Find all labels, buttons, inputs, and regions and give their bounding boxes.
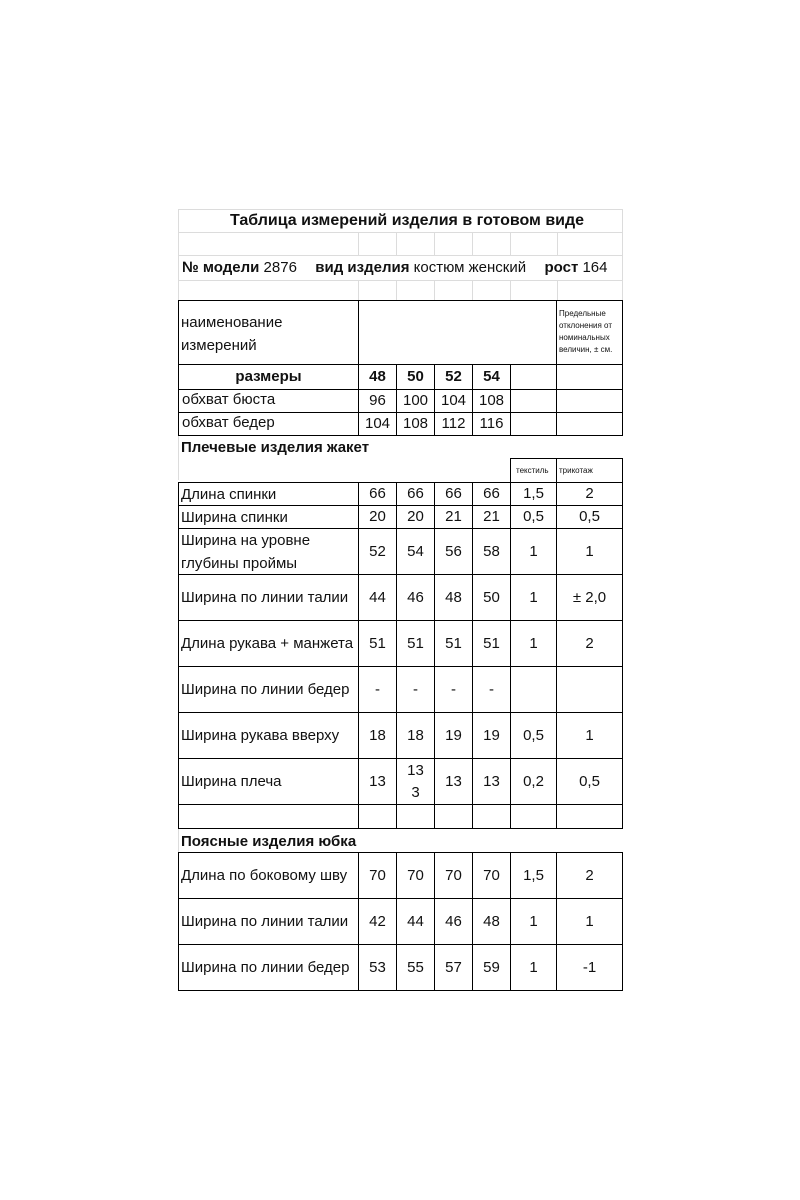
hip-width-tolerance-knit [557, 667, 622, 712]
gridline [178, 436, 179, 458]
model-value: 2876 [263, 259, 297, 276]
gridline [557, 232, 558, 255]
table-border [178, 482, 179, 829]
gridline [434, 232, 435, 255]
back-width-52: 21 [445, 508, 462, 525]
back-length-label: Длина спинки [181, 485, 277, 503]
shoulder-width-54: 13 [483, 772, 500, 790]
bust-54: 108 [478, 392, 505, 409]
skirt-section-title: Поясные изделия юбка [181, 833, 357, 850]
sleeve-length-54: 51 [483, 634, 500, 652]
bust-52: 104 [440, 392, 467, 409]
back-length-52: 66 [445, 485, 462, 502]
gridline [178, 255, 623, 256]
bust-48: 96 [369, 392, 386, 409]
height-value: 164 [582, 259, 608, 276]
back-width-48: 20 [369, 508, 386, 525]
size-48: 48 [369, 368, 386, 385]
back-length-50: 66 [407, 485, 424, 502]
gridline [178, 458, 179, 480]
sleeve-length-50: 51 [407, 634, 424, 652]
hip-width-tolerance-textile [511, 667, 556, 712]
waist-width-tolerance-textile: 1 [529, 588, 538, 606]
armhole-width-48: 52 [369, 542, 386, 560]
gridline [472, 280, 473, 300]
skirt-hip-width-52: 57 [445, 958, 462, 976]
skirt-hip-width-48: 53 [369, 958, 386, 976]
gridline [178, 209, 179, 300]
shoulder-width-48: 13 [369, 772, 386, 790]
armhole-width-label: Ширина на уровне глубины проймы [181, 531, 311, 572]
shoulder-width-label: Ширина плеча [181, 773, 282, 790]
gridline [622, 209, 623, 300]
side-seam-length-50: 70 [407, 866, 424, 884]
gridline [472, 232, 473, 255]
skirt-hip-width-tolerance-knit: -1 [582, 958, 597, 976]
measurement-name-header: наименование измерений [181, 314, 283, 354]
skirt-waist-width-54: 48 [483, 912, 500, 930]
back-length-54: 66 [483, 485, 500, 502]
hips-50: 108 [402, 415, 429, 432]
sleeve-top-width-50: 18 [407, 726, 424, 744]
back-width-50: 20 [407, 508, 424, 525]
hip-width-label: Ширина по линии бедер [181, 681, 350, 698]
back-width-tolerance-knit: 0,5 [579, 508, 600, 525]
size-52: 52 [445, 368, 462, 385]
sleeve-length-tolerance-textile: 1 [529, 634, 538, 652]
gridline [396, 232, 397, 255]
model-info [182, 259, 608, 277]
armhole-width-54: 58 [483, 542, 500, 560]
side-seam-length-label: Длина по боковому шву [181, 867, 348, 884]
waist-width-50: 46 [407, 588, 424, 606]
gridline [358, 232, 359, 255]
back-length-tolerance-knit: 2 [585, 485, 594, 502]
skirt-waist-width-52: 46 [445, 912, 462, 930]
model-label: № модели [182, 259, 260, 276]
gridline [358, 280, 359, 300]
armhole-width-50: 54 [407, 542, 424, 560]
bust-50: 100 [402, 392, 429, 409]
skirt-waist-width-50: 44 [407, 912, 424, 930]
skirt-waist-width-48: 42 [369, 912, 386, 930]
tolerance-knit-label: трикотаж [559, 466, 593, 475]
page-title: Таблица измерений изделия в готовом виде [230, 212, 585, 229]
gridline [557, 280, 558, 300]
sleeve-top-width-54: 19 [483, 726, 500, 744]
tolerance-textile-label: текстиль [516, 466, 549, 475]
sleeve-top-width-label: Ширина рукава вверху [181, 727, 340, 744]
bust-label: обхват бюста [182, 391, 276, 408]
sleeve-length-label: Длина рукава + манжета [181, 635, 354, 652]
skirt-hip-width-tolerance-textile: 1 [529, 958, 538, 976]
skirt-hip-width-50: 55 [407, 958, 424, 976]
height-label: рост [544, 259, 579, 276]
waist-width-52: 48 [445, 588, 462, 606]
skirt-waist-width-tolerance-knit: 1 [585, 912, 594, 930]
shoulder-width-tolerance-textile: 0,2 [523, 772, 544, 790]
hip-width-54: - [489, 680, 494, 698]
sleeve-length-52: 51 [445, 634, 462, 652]
shoulder-width-52: 13 [445, 772, 462, 790]
hips-48: 104 [364, 415, 391, 432]
back-length-tolerance-textile: 1,5 [523, 485, 544, 502]
hips-54: 116 [479, 415, 504, 432]
type-value: костюм женский [413, 259, 527, 276]
armhole-width-tolerance-textile: 1 [529, 542, 538, 560]
table-border [622, 482, 623, 829]
skirt-waist-width-tolerance-textile: 1 [529, 912, 538, 930]
table-border [178, 852, 179, 991]
back-width-tolerance-textile: 0,5 [523, 508, 544, 525]
sleeve-top-width-tolerance-knit: 1 [585, 726, 594, 744]
waist-width-tolerance-knit: ± 2,0 [572, 588, 607, 606]
back-width-54: 21 [483, 508, 500, 525]
gridline [434, 280, 435, 300]
hips-52: 112 [441, 415, 466, 432]
hip-width-48: - [375, 680, 380, 698]
hip-width-52: - [451, 680, 456, 698]
sleeve-top-width-52: 19 [445, 726, 462, 744]
size-50: 50 [407, 368, 424, 385]
tolerance-header: Предельные отклонения от номинальных величин, ± см. [559, 309, 613, 354]
side-seam-length-tolerance-textile: 1,5 [523, 866, 544, 884]
gridline [396, 280, 397, 300]
waist-width-54: 50 [483, 588, 500, 606]
sleeve-top-width-tolerance-textile: 0,5 [523, 726, 544, 744]
skirt-hip-width-54: 59 [483, 958, 500, 976]
back-length-48: 66 [369, 485, 386, 502]
back-width-label: Ширина спинки [181, 508, 288, 526]
sleeve-length-48: 51 [369, 634, 386, 652]
armhole-width-tolerance-knit: 1 [585, 542, 594, 560]
hips-label: обхват бедер [182, 414, 275, 431]
shoulder-width-tolerance-knit: 0,5 [579, 772, 600, 790]
size-54: 54 [483, 368, 500, 385]
side-seam-length-52: 70 [445, 866, 462, 884]
armhole-width-52: 56 [445, 542, 462, 560]
sleeve-top-width-48: 18 [369, 726, 386, 744]
type-label: вид изделия [315, 259, 410, 276]
jacket-section-title: Плечевые изделия жакет [181, 439, 370, 456]
side-seam-length-tolerance-knit: 2 [585, 866, 594, 884]
sizes-label: размеры [235, 368, 302, 385]
hip-width-50: - [413, 680, 418, 698]
sleeve-length-tolerance-knit: 2 [585, 634, 594, 652]
table-border [622, 852, 623, 991]
waist-width-48: 44 [369, 588, 386, 606]
gridline [510, 232, 511, 255]
waist-width-label: Ширина по линии талии [181, 589, 349, 606]
gridline [178, 828, 179, 852]
skirt-waist-width-label: Ширина по линии талии [181, 913, 349, 930]
shoulder-width-50: 13 3 [407, 761, 424, 801]
skirt-hip-width-label: Ширина по линии бедер [181, 959, 350, 976]
gridline [510, 280, 511, 300]
side-seam-length-54: 70 [483, 866, 500, 884]
gridline [178, 209, 623, 210]
side-seam-length-48: 70 [369, 866, 386, 884]
